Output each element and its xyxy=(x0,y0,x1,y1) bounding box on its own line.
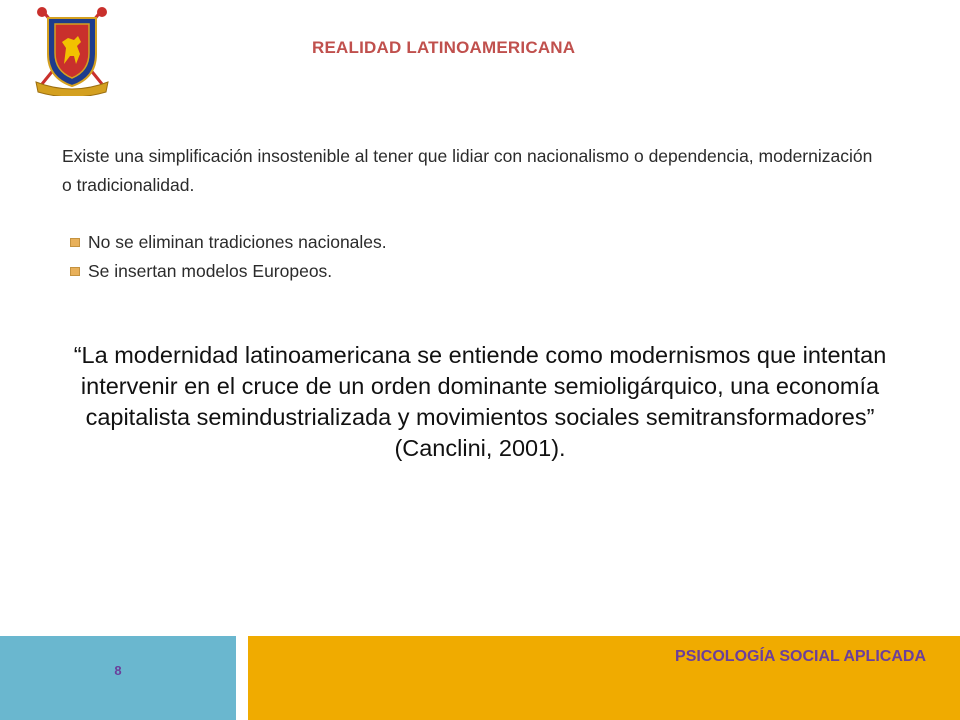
bullet-text: Se insertan modelos Europeos. xyxy=(88,261,333,281)
page-number: 8 xyxy=(114,663,122,678)
bullet-text: No se eliminan tradiciones nacionales. xyxy=(88,232,387,252)
quote-text: “La modernidad latinoamericana se entiende como modernismos que intentan intervenir en el cruce de un orden dominante semioligárquico, una economía capitalista semindustrializada y movimientos sociales semitransformadores” (Canclini, 2001). xyxy=(73,342,887,461)
intro-paragraph: Existe una simplificación insostenible al tener que lidiar con nacionalismo o dependencia, modernización o tradicionalidad. xyxy=(62,146,873,195)
list-item xyxy=(70,257,387,286)
bullet-icon xyxy=(70,238,80,247)
university-crest-icon xyxy=(28,4,116,96)
footer-right-panel xyxy=(248,636,960,720)
footer-left-panel xyxy=(0,636,236,720)
bullet-icon xyxy=(70,267,80,276)
list-item xyxy=(70,228,387,257)
course-title: PSICOLOGÍA SOCIAL APLICADA xyxy=(675,648,926,665)
bullet-list xyxy=(70,228,387,286)
slide-title: REALIDAD LATINOAMERICANA xyxy=(312,38,576,57)
